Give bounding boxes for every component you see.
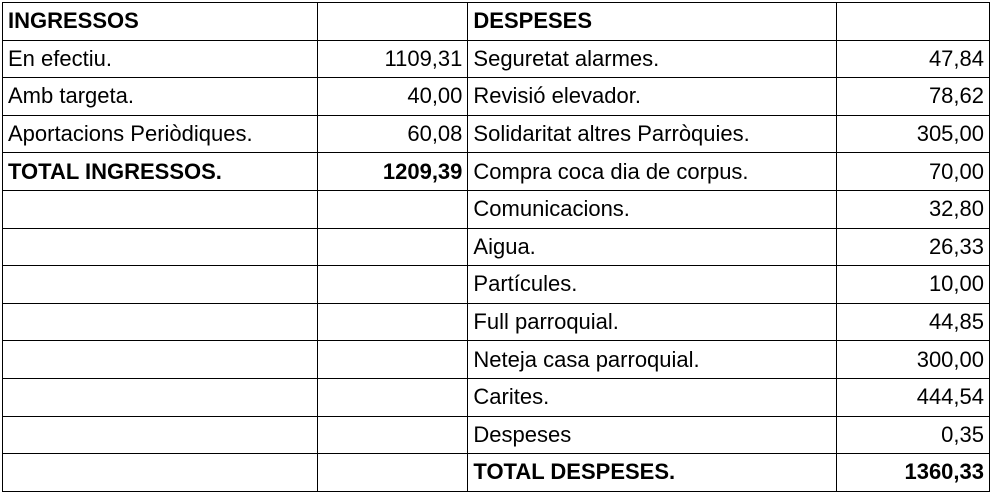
expense-value: 70,00 bbox=[836, 153, 989, 191]
empty-cell bbox=[317, 454, 467, 492]
expense-label: Carites. bbox=[468, 378, 836, 416]
table-row bbox=[3, 190, 990, 228]
empty-cell bbox=[317, 303, 467, 341]
table-row bbox=[3, 303, 990, 341]
empty-cell bbox=[317, 378, 467, 416]
table-row bbox=[3, 378, 990, 416]
income-total-label: TOTAL INGRESSOS. bbox=[3, 153, 318, 191]
empty-cell bbox=[3, 266, 318, 304]
expense-label: Revisió elevador. bbox=[468, 78, 836, 116]
empty-cell bbox=[317, 190, 467, 228]
table-row bbox=[3, 153, 990, 191]
expense-value: 47,84 bbox=[836, 40, 989, 78]
income-label: En efectiu. bbox=[3, 40, 318, 78]
income-value: 40,00 bbox=[317, 78, 467, 116]
empty-cell bbox=[317, 341, 467, 379]
expense-value: 305,00 bbox=[836, 115, 989, 153]
expense-label: Seguretat alarmes. bbox=[468, 40, 836, 78]
empty-cell bbox=[3, 341, 318, 379]
table-row bbox=[3, 115, 990, 153]
expense-label: Partícules. bbox=[468, 266, 836, 304]
table-row bbox=[3, 454, 990, 492]
empty-cell bbox=[3, 228, 318, 266]
empty-cell bbox=[317, 228, 467, 266]
expense-label: Compra coca dia de corpus. bbox=[468, 153, 836, 191]
table-row bbox=[3, 416, 990, 454]
expense-label: Neteja casa parroquial. bbox=[468, 341, 836, 379]
income-value: 1109,31 bbox=[317, 40, 467, 78]
expense-value: 300,00 bbox=[836, 341, 989, 379]
table-row bbox=[3, 228, 990, 266]
table-row bbox=[3, 341, 990, 379]
expense-value: 32,80 bbox=[836, 190, 989, 228]
accounts-table bbox=[2, 2, 990, 492]
table-row bbox=[3, 40, 990, 78]
income-header: INGRESSOS bbox=[3, 3, 318, 41]
expense-value: 10,00 bbox=[836, 266, 989, 304]
header-row bbox=[3, 3, 990, 41]
table-row bbox=[3, 266, 990, 304]
income-label: Amb targeta. bbox=[3, 78, 318, 116]
expense-label: Solidaritat altres Parròquies. bbox=[468, 115, 836, 153]
empty-cell bbox=[317, 266, 467, 304]
empty-cell bbox=[3, 303, 318, 341]
empty-cell bbox=[317, 416, 467, 454]
expenses-header: DESPESES bbox=[468, 3, 836, 41]
empty-cell bbox=[3, 190, 318, 228]
empty-cell bbox=[836, 3, 989, 41]
income-total-value: 1209,39 bbox=[317, 153, 467, 191]
expense-total-label: TOTAL DESPESES. bbox=[468, 454, 836, 492]
expense-value: 44,85 bbox=[836, 303, 989, 341]
expense-value: 26,33 bbox=[836, 228, 989, 266]
expense-label: Full parroquial. bbox=[468, 303, 836, 341]
expense-label: Comunicacions. bbox=[468, 190, 836, 228]
income-label: Aportacions Periòdiques. bbox=[3, 115, 318, 153]
expense-value: 0,35 bbox=[836, 416, 989, 454]
table-row bbox=[3, 78, 990, 116]
empty-cell bbox=[3, 416, 318, 454]
expense-value: 444,54 bbox=[836, 378, 989, 416]
empty-cell bbox=[3, 454, 318, 492]
income-value: 60,08 bbox=[317, 115, 467, 153]
empty-cell bbox=[317, 3, 467, 41]
expense-total-value: 1360,33 bbox=[836, 454, 989, 492]
expense-value: 78,62 bbox=[836, 78, 989, 116]
expense-label: Despeses bbox=[468, 416, 836, 454]
expense-label: Aigua. bbox=[468, 228, 836, 266]
empty-cell bbox=[3, 378, 318, 416]
